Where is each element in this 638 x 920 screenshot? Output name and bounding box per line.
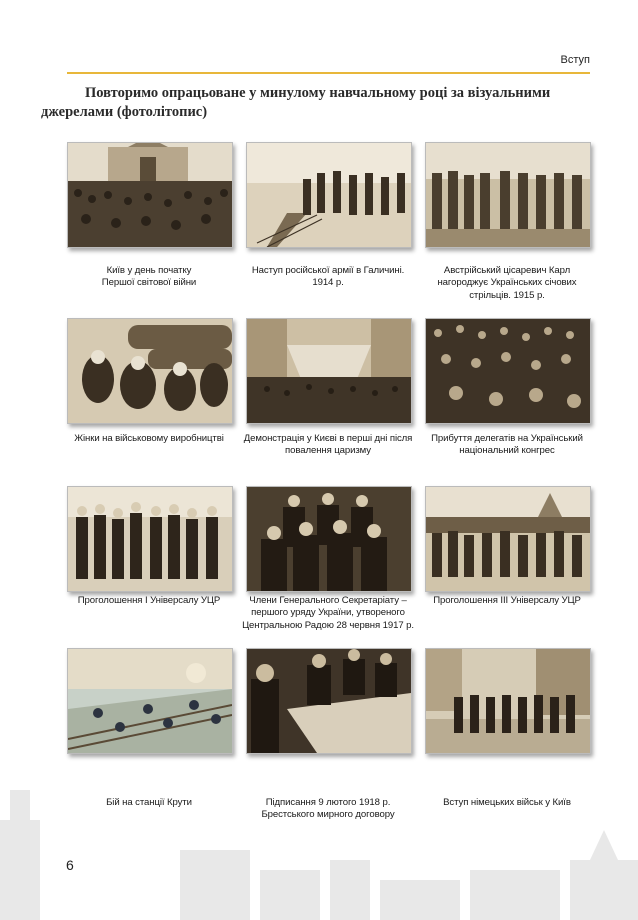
section-label: Вступ	[560, 54, 590, 66]
page-number: 6	[66, 857, 74, 873]
caption-line: першого уряду України, утвореного	[251, 607, 405, 619]
caption-line: повалення царизму	[285, 445, 371, 457]
intro-line-2: джерелами (фотолітопис)	[41, 104, 208, 120]
painting-battle-of-kruty	[67, 648, 233, 754]
photo-third-universal	[425, 486, 591, 592]
caption-line: Наступ російської армії в Галичині.	[251, 265, 405, 276]
treaty-signing-photo-icon	[247, 649, 411, 753]
photo-archduke-karl	[425, 142, 591, 248]
military-parade-photo-icon	[426, 143, 590, 247]
background-cityscape-icon	[0, 760, 638, 920]
workers-photo-icon	[68, 319, 232, 423]
caption-line: Бій на станції Крути	[106, 797, 192, 808]
caption-line: Проголошення ІІІ Універсалу УЦР	[433, 595, 581, 606]
caption-line: національний конгрес	[459, 445, 555, 457]
header-rule	[67, 72, 590, 74]
caption-third-universal	[421, 595, 593, 607]
photo-german-troops-kyiv	[425, 648, 591, 754]
caption-line: Брестського мирного договору	[261, 809, 395, 821]
caption-line: Київ у день початку	[106, 265, 192, 276]
caption-first-universal	[63, 595, 235, 607]
caption-line: Прибуття делегатів на Український	[431, 433, 583, 444]
battle-painting-icon	[68, 649, 232, 753]
caption-women-military-production	[63, 433, 235, 445]
crowd-photo-icon	[68, 143, 232, 247]
assembly-square-photo-icon	[426, 487, 590, 591]
group-portrait-photo-icon	[247, 487, 411, 591]
soldiers-marching-photo-icon	[247, 143, 411, 247]
caption-line: Проголошення І Універсалу УЦР	[77, 595, 221, 606]
caption-line: Підписання 9 лютого 1918 р.	[265, 797, 391, 808]
caption-general-secretariat	[236, 595, 420, 632]
caption-line: стрільців. 1915 р.	[469, 289, 545, 301]
caption-national-congress	[421, 433, 593, 458]
group-standing-photo-icon	[68, 487, 232, 591]
photo-kyiv-war-start	[67, 142, 233, 248]
caption-line: Вступ німецьких військ у Київ	[443, 797, 571, 808]
congress-crowd-photo-icon	[426, 319, 590, 423]
troops-entry-photo-icon	[426, 649, 590, 753]
caption-line: Центральною Радою 28 червня 1917 р.	[242, 619, 414, 631]
photo-russian-army-galicia	[246, 142, 412, 248]
caption-line: 1914 р.	[312, 277, 344, 289]
demonstration-photo-icon	[247, 319, 411, 423]
intro-line-1: Повторимо опрацьоване у минулому навчальному році за візуальними	[85, 85, 551, 101]
caption-line: Першої світової війни	[101, 277, 197, 289]
photo-women-military-production	[67, 318, 233, 424]
intro-heading	[41, 84, 593, 122]
photo-first-universal	[67, 486, 233, 592]
caption-kyiv-demonstration	[236, 433, 420, 458]
caption-line: Члени Генерального Секретаріату –	[249, 595, 407, 606]
caption-kyiv-war-start	[63, 265, 235, 290]
caption-line: Жінки на військовому виробництві	[74, 433, 224, 444]
photo-brest-treaty-signing	[246, 648, 412, 754]
caption-russian-army-galicia	[242, 265, 414, 290]
caption-line: Демонстрація у Києві в перші дні після	[243, 433, 413, 444]
photo-national-congress	[425, 318, 591, 424]
caption-archduke-karl	[421, 265, 593, 302]
caption-line: Австрійський цісаревич Карл	[443, 265, 571, 276]
photo-general-secretariat	[246, 486, 412, 592]
photo-kyiv-demonstration	[246, 318, 412, 424]
caption-line: нагороджує Українських січових	[437, 277, 577, 289]
